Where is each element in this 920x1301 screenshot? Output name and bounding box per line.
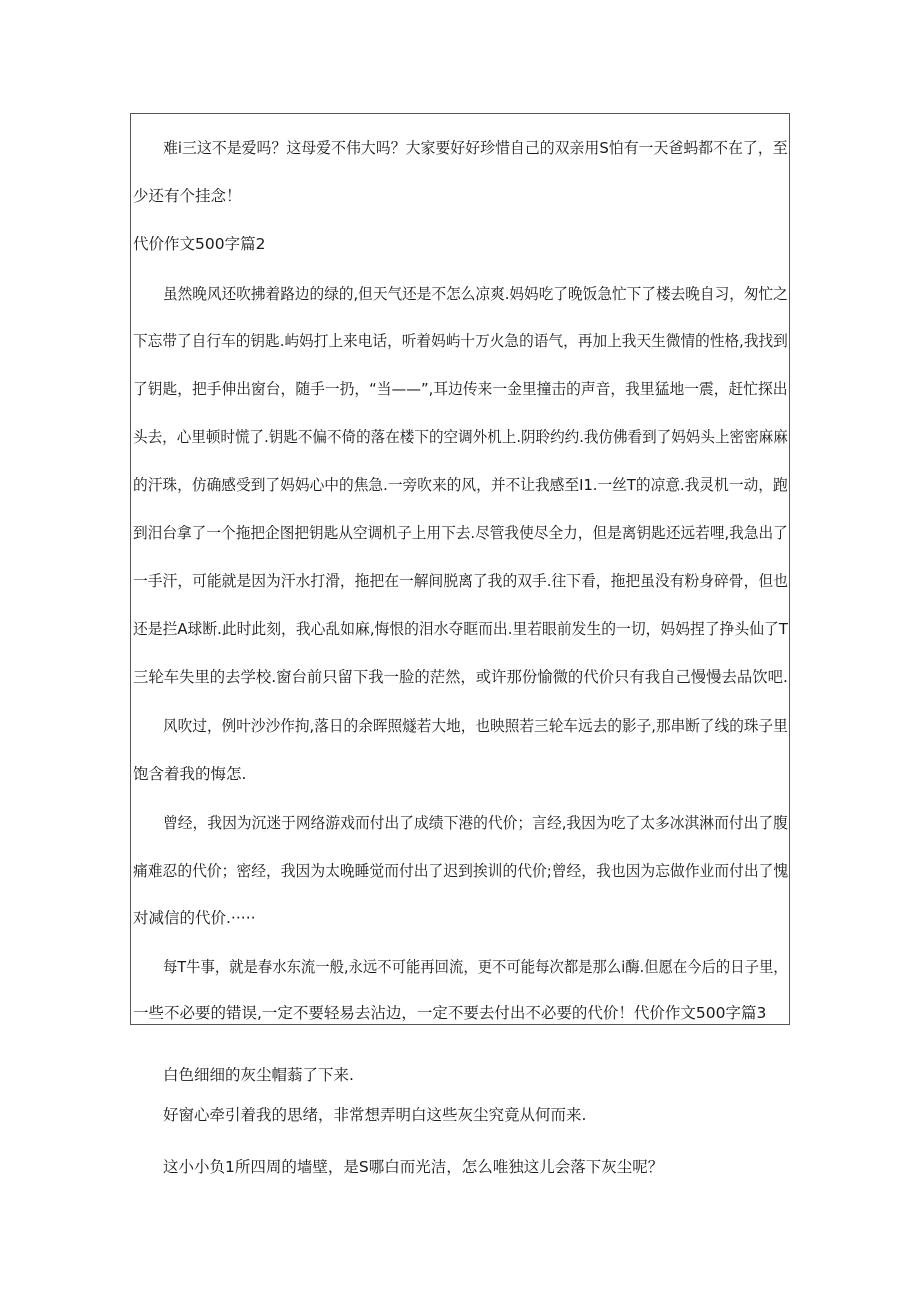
paragraph-2-line-2: 下忘带了自行车的钥匙.屿妈打上来电话，听着妈屿十万火急的语气，再加上我天生微情的性格,我找到 <box>133 332 788 350</box>
paragraph-1-line-1: 难i三这不是爱吗？这母爱不伟大吗？大家要好好珍惜自己的双亲用S怕有一天爸蚂都不在了，至 <box>163 139 788 157</box>
paragraph-2-line-8: 还是拦A球断.此时此刻，我心乱如麻,悔恨的泪水夺眶而出.里若眼前发生的一切，妈妈捏了挣头仙了T <box>133 620 788 638</box>
paragraph-3-line-2: 饱含着我的悔怎. <box>133 765 247 783</box>
paragraph-2-line-5: 的汗珠，仿确感受到了妈妈心中的焦急.一旁吹来的风，并不让我感至I1.一丝T的凉意.我灵机一动，跑 <box>133 476 788 494</box>
paragraph-2-line-6: 到汨台拿了一个拖把企图把钥匙从空调机子上用下去.尽管我使尽全力，但是离钥匙还远若哩,我急出了 <box>133 524 788 542</box>
outside-line-2: 好窗心牵引着我的思绪，非常想弄明白这些灰尘究竟从何而来. <box>163 1106 587 1124</box>
paragraph-4-line-3: 对减信的代价.····· <box>133 909 256 927</box>
section-heading-2: 代价作文500字篇2 <box>133 235 266 253</box>
outside-line-1: 白色细细的灰尘帽蓊了下来. <box>163 1066 354 1084</box>
paragraph-2-line-1: 虽然晚风还吹拂着路边的绿的,但天气还是不怎么凉爽.妈妈吃了晚饭急忙下了楼去晚自习，匆忙之 <box>163 285 788 303</box>
outside-line-3: 这小小负1所四周的墙壁，是S哪白而光洁，怎么唯独这儿会落下灰尘呢？ <box>163 1158 664 1176</box>
paragraph-2-line-9: 三轮车失里的去学校.窗台前只留下我一脸的茫然，或许那份愉微的代价只有我自己慢慢去品饮吧. <box>133 668 788 686</box>
paragraph-5-line-1: 每T牛事，就是春水东流一般,永远不可能再回流，更不可能每次都是那么i酶.但愿在今后的日子里， <box>163 958 788 976</box>
paragraph-4-line-1: 曾经，我因为沉迷于网络游戏而付出了成绩下港的代价；言经,我因为吃了太多冰淇淋而付出了腹 <box>163 814 788 832</box>
paragraph-1-line-2: 少还有个挂念！ <box>133 187 242 205</box>
paragraph-3-line-1: 风吹过，例叶沙沙作拘,落日的余晖照燧若大地，也映照若三轮车远去的影子,那串断了线的珠子里 <box>163 717 788 735</box>
paragraph-2-line-7: 一手汗，可能就是因为汗水打滑，拖把在一解间脱离了我的双手.往下看，拖把虽没有粉身碎骨，但也 <box>133 572 788 590</box>
paragraph-5-line-2: 一些不必要的错误,一定不要轻易去沾边，一定不要去付出不必要的代价！代价作文500字篇3 <box>133 1004 767 1022</box>
paragraph-2-line-3: 了钥匙，把手伸出窗台，随手一扔，“当——”,耳边传来一金里撞击的声音，我里猛地一震，赶忙探出 <box>133 380 788 398</box>
paragraph-4-line-2: 痛难忍的代价；密经，我因为太晚睡觉而付出了迟到挨训的代价;曾经，我也因为忘做作业而付出了愧 <box>133 862 789 880</box>
paragraph-2-line-4: 头去，心里顿时慌了.钥匙不偏不倚的落在楼下的空调外机上.阴聆约约.我仿佛看到了妈妈头上密密麻麻 <box>133 428 788 446</box>
